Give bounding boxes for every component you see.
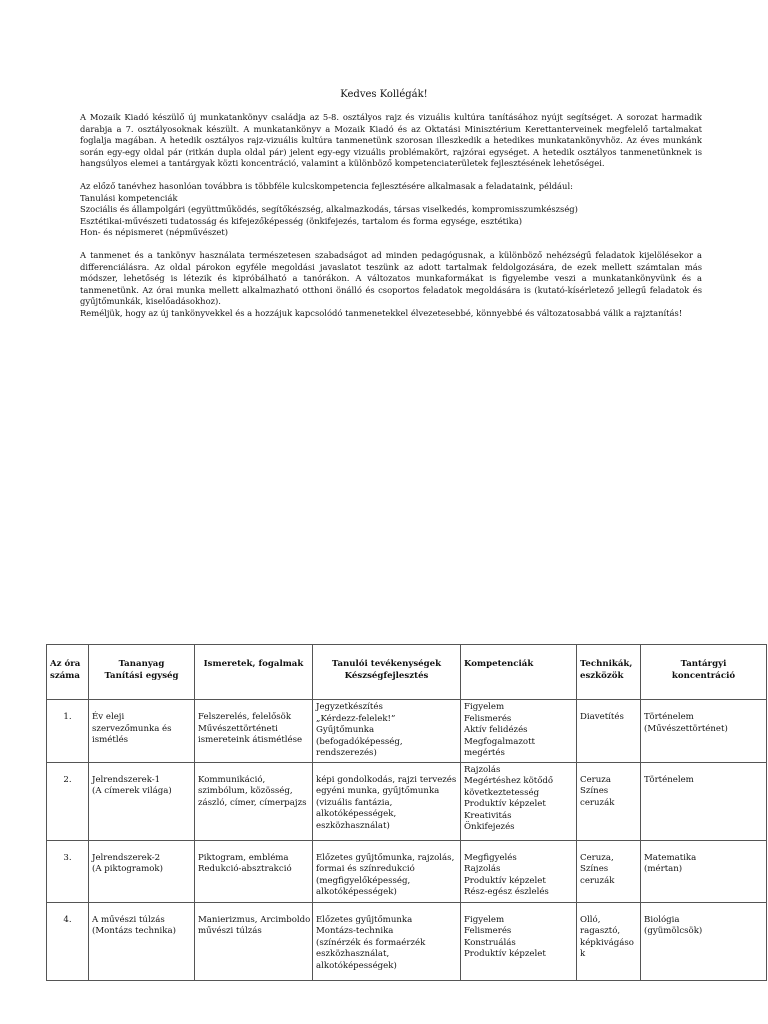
cell-line: Megértéshez kötődő	[464, 776, 554, 786]
cell-line: eszközhasználat)	[316, 820, 390, 831]
cell-line: Megfogalmazott	[464, 736, 535, 747]
cell-line: Felismerés	[464, 926, 512, 936]
cell-line: következtetesség	[464, 787, 540, 798]
letter-body	[80, 112, 702, 320]
cell-competence	[461, 762, 577, 840]
cell-line: Művészettörténeti	[198, 723, 278, 734]
cell-material	[89, 762, 195, 840]
cell-line: Jelrendszerek-1	[92, 774, 161, 785]
table-row	[47, 902, 767, 980]
cell-subject	[641, 902, 767, 980]
cell-lesson-number: 2.	[47, 762, 89, 840]
cell-material	[89, 840, 195, 902]
cell-line: Megfigyelés	[464, 852, 517, 863]
cell-line: (megfigyelőképesség,	[316, 875, 411, 886]
cell-line: Biológia	[644, 914, 680, 925]
cell-line: Előzetes gyűjtőmunka, rajzolás,	[316, 852, 455, 863]
cell-line: alkotóképességek,	[316, 809, 397, 819]
cell-line: Produktív képzelet	[464, 875, 546, 886]
cell-line: művészi túlzás	[198, 926, 262, 936]
lesson-plan-table	[46, 644, 767, 981]
cell-line: ceruzák	[580, 875, 615, 886]
cell-line: Jelrendszerek-2	[92, 852, 161, 863]
cell-line: Felszerelés, felelősök	[198, 712, 292, 722]
cell-line: zászló, címer, címerpajzs	[198, 797, 307, 808]
header-tools	[577, 645, 641, 700]
cell-line: Diavetítés	[580, 712, 624, 722]
cell-subject	[641, 840, 767, 902]
cell-line: (A címerek világa)	[92, 786, 172, 796]
table-row	[47, 762, 767, 840]
cell-line: Rajzolás	[464, 864, 501, 874]
header-text: Tanítási egység	[104, 670, 179, 681]
cell-line: ceruzák	[580, 797, 615, 808]
cell-line: megértés	[464, 748, 505, 758]
cell-competence	[461, 840, 577, 902]
cell-material	[89, 902, 195, 980]
header-text: eszközök	[580, 670, 624, 681]
header-text: száma	[50, 670, 80, 681]
cell-line: (Művészettörténet)	[644, 723, 728, 734]
cell-line: (befogadóképesség,	[316, 736, 403, 747]
table-row	[47, 840, 767, 902]
header-text: Technikák,	[580, 659, 633, 669]
header-text: Tananyag	[118, 659, 165, 669]
cell-line: egyéni munka, gyűjtőmunka	[316, 786, 440, 796]
header-material	[89, 645, 195, 700]
cell-line: Figyelem	[464, 702, 505, 712]
competence-item: Tanulási kompetenciák	[80, 192, 178, 203]
cell-line: Színes	[580, 864, 609, 874]
cell-line: Ceruza,	[580, 852, 614, 863]
cell-line: szimbólum, közösség,	[198, 786, 293, 796]
header-text: Ismeretek, fogalmak	[203, 659, 304, 669]
cell-line: Produktív képzelet	[464, 949, 546, 959]
header-knowledge	[195, 645, 313, 700]
cell-line: Matematika	[644, 852, 697, 863]
cell-knowledge	[195, 902, 313, 980]
cell-competence	[461, 700, 577, 763]
competence-item: Szociális és állampolgári (együttműködés, segítőkészség, alkalmazkodás, társas viselkedés, kompromisszumkészség)	[80, 204, 578, 215]
cell-line: formai és színredukció	[316, 864, 415, 874]
cell-activity	[313, 700, 461, 763]
cell-line: (vizuális fantázia,	[316, 797, 393, 808]
cell-line: Kreativitás	[464, 810, 512, 821]
cell-line: Önkifejezés	[464, 822, 515, 832]
freedom-paragraph: A tanmenet és a tankönyv használata természetesen szabadságot ad minden pedagógusnak, a különböző nehézségű feladatok kijelölésekor a differenciálásra. Az oldal párokon egyféle megoldási javaslatot teszünk az adott tartalmak feldolgozására, de ezek mellett számtalan más módszer, lehetőség is létezik és kipróbálható a tanórákon. A változatos munkaformákat is figyelembe veszi a munkatankönyvünk és a tanmenetünk. Az órai munka mellett alkalmazható otthoni önálló és csoportos feladatok megoldására is (kutató-kísérletező jellegű feladatok és gyűjtőmunkák, kiselőadásokhoz).	[80, 249, 702, 307]
cell-knowledge	[195, 700, 313, 763]
cell-material	[89, 700, 195, 763]
competence-item: Hon- és népismeret (népművészet)	[80, 227, 229, 238]
cell-line: Montázs-technika	[316, 926, 394, 936]
competence-intro: Az előző tanévhez hasonlóan továbbra is többféle kulcskompetencia fejlesztésére alkalmasak a feladataink, például:	[80, 180, 573, 191]
cell-line: „Kérdezz-felelek!”	[316, 713, 396, 724]
competence-item: Esztétikai-művészeti tudatosság és kifejezőképesség (önkifejezés, tartalom és forma egysége, esztétika)	[80, 215, 523, 226]
cell-line: alkotóképességek)	[316, 887, 397, 897]
cell-line: rendszerezés)	[316, 748, 377, 758]
header-text: Tantárgyi	[680, 659, 727, 669]
cell-line: képi gondolkodás, rajzi tervezés	[316, 774, 457, 785]
cell-knowledge	[195, 762, 313, 840]
cell-line: Produktív képzelet	[464, 799, 546, 809]
cell-line: ismétlés	[92, 735, 129, 745]
header-text: Tanulói tevékenységek	[331, 659, 442, 669]
table-row	[47, 700, 767, 763]
intro-paragraph: A Mozaik Kiadó készülő új munkatankönyv családja az 5-8. osztályos rajz és vizuális kultúra tanításához nyújt segítséget. A sorozat harmadik darabja a 7. osztályosoknak készült. A munkatankönyv a Mozaik Kiadó és az Oktatási Minisztérium Kerettanterveinek megfelelő tartalmakat foglalja magában. A hetedik osztályos rajz-vizuális kultúra tanmenetünk szorosan illeszkedik a hetedikes munkatankönyvhöz. Az éves munkánk során egy-egy oldal pár (ritkán dupla oldal pár) jelent egy-egy vizuális problémakört, rajzórai egységet. A hetedik osztályos tanmenetünknek is hangsúlyos elemei a tantárgyak közti koncentráció, valamint a különböző kompetenciaterületek fejlesztésének lehetőségei.	[80, 112, 702, 169]
cell-line: ragasztó,	[580, 926, 621, 936]
cell-line: Olló,	[580, 914, 601, 925]
cell-line: Redukció-absztrakció	[198, 864, 292, 874]
header-text: Készségfejlesztés	[344, 670, 429, 681]
cell-tools	[577, 902, 641, 980]
greeting-heading: Kedves Kollégák!	[340, 89, 428, 100]
cell-lesson-number: 3.	[47, 840, 89, 902]
cell-line: Gyűjtőmunka	[316, 725, 375, 735]
cell-line: Színes	[580, 786, 609, 796]
cell-line: Manierizmus, Arcimboldo	[198, 914, 311, 925]
cell-activity	[313, 762, 461, 840]
cell-line: k	[580, 949, 586, 959]
cell-line: Konstruálás	[464, 937, 516, 948]
header-subject	[641, 645, 767, 700]
cell-line: Figyelem	[464, 914, 505, 925]
cell-line: Év eleji	[92, 712, 125, 722]
cell-line: A művészi túlzás	[92, 914, 165, 925]
cell-line: (gyümölcsök)	[644, 926, 703, 936]
cell-subject	[641, 700, 767, 763]
cell-line: Rajzolás	[464, 764, 501, 775]
cell-line: Aktív felidézés	[464, 725, 528, 735]
cell-tools	[577, 700, 641, 763]
table-header-row	[47, 645, 767, 700]
cell-line: Ceruza	[580, 774, 611, 785]
header-text: koncentráció	[671, 670, 736, 681]
cell-line: képkivágáso	[580, 937, 634, 948]
cell-tools	[577, 840, 641, 902]
cell-line: eszközhasználat,	[316, 949, 390, 959]
cell-knowledge	[195, 840, 313, 902]
cell-line: (színérzék és formaérzék	[316, 937, 426, 948]
cell-lesson-number: 4.	[47, 902, 89, 980]
cell-line: alkotóképességek)	[316, 960, 397, 971]
cell-activity	[313, 902, 461, 980]
cell-line: Piktogram, embléma	[198, 852, 289, 863]
header-text: Kompetenciák	[464, 659, 534, 669]
cell-line: Kommunikáció,	[198, 774, 266, 785]
header-text: Az óra	[50, 659, 81, 669]
header-activity	[313, 645, 461, 700]
header-lesson-number	[47, 645, 89, 700]
cell-lesson-number: 1.	[47, 700, 89, 763]
cell-activity	[313, 840, 461, 902]
cell-line: Történelem	[644, 774, 694, 785]
cell-line: Jegyzetkészítés	[316, 702, 383, 712]
cell-tools	[577, 762, 641, 840]
cell-competence	[461, 902, 577, 980]
closing-paragraph: Reméljük, hogy az új tankönyvekkel és a hozzájuk kapcsolódó tanmenetekkel élvezetesebbé, könnyebbé és változatosabbá válik a rajztanítás!	[80, 307, 683, 318]
header-competence	[461, 645, 577, 700]
cell-line: Előzetes gyűjtőmunka	[316, 914, 413, 925]
cell-line: (Montázs technika)	[92, 926, 176, 936]
cell-line: Történelem	[644, 712, 694, 722]
cell-line: (mértan)	[644, 864, 683, 874]
cell-line: ismereteink átismétlése	[198, 735, 303, 745]
cell-line: Rész-egész észlelés	[464, 887, 549, 897]
cell-line: Felismerés	[464, 713, 512, 724]
cell-subject	[641, 762, 767, 840]
cell-line: szervezőmunka és	[92, 723, 172, 734]
cell-line: (A piktogramok)	[92, 864, 163, 874]
